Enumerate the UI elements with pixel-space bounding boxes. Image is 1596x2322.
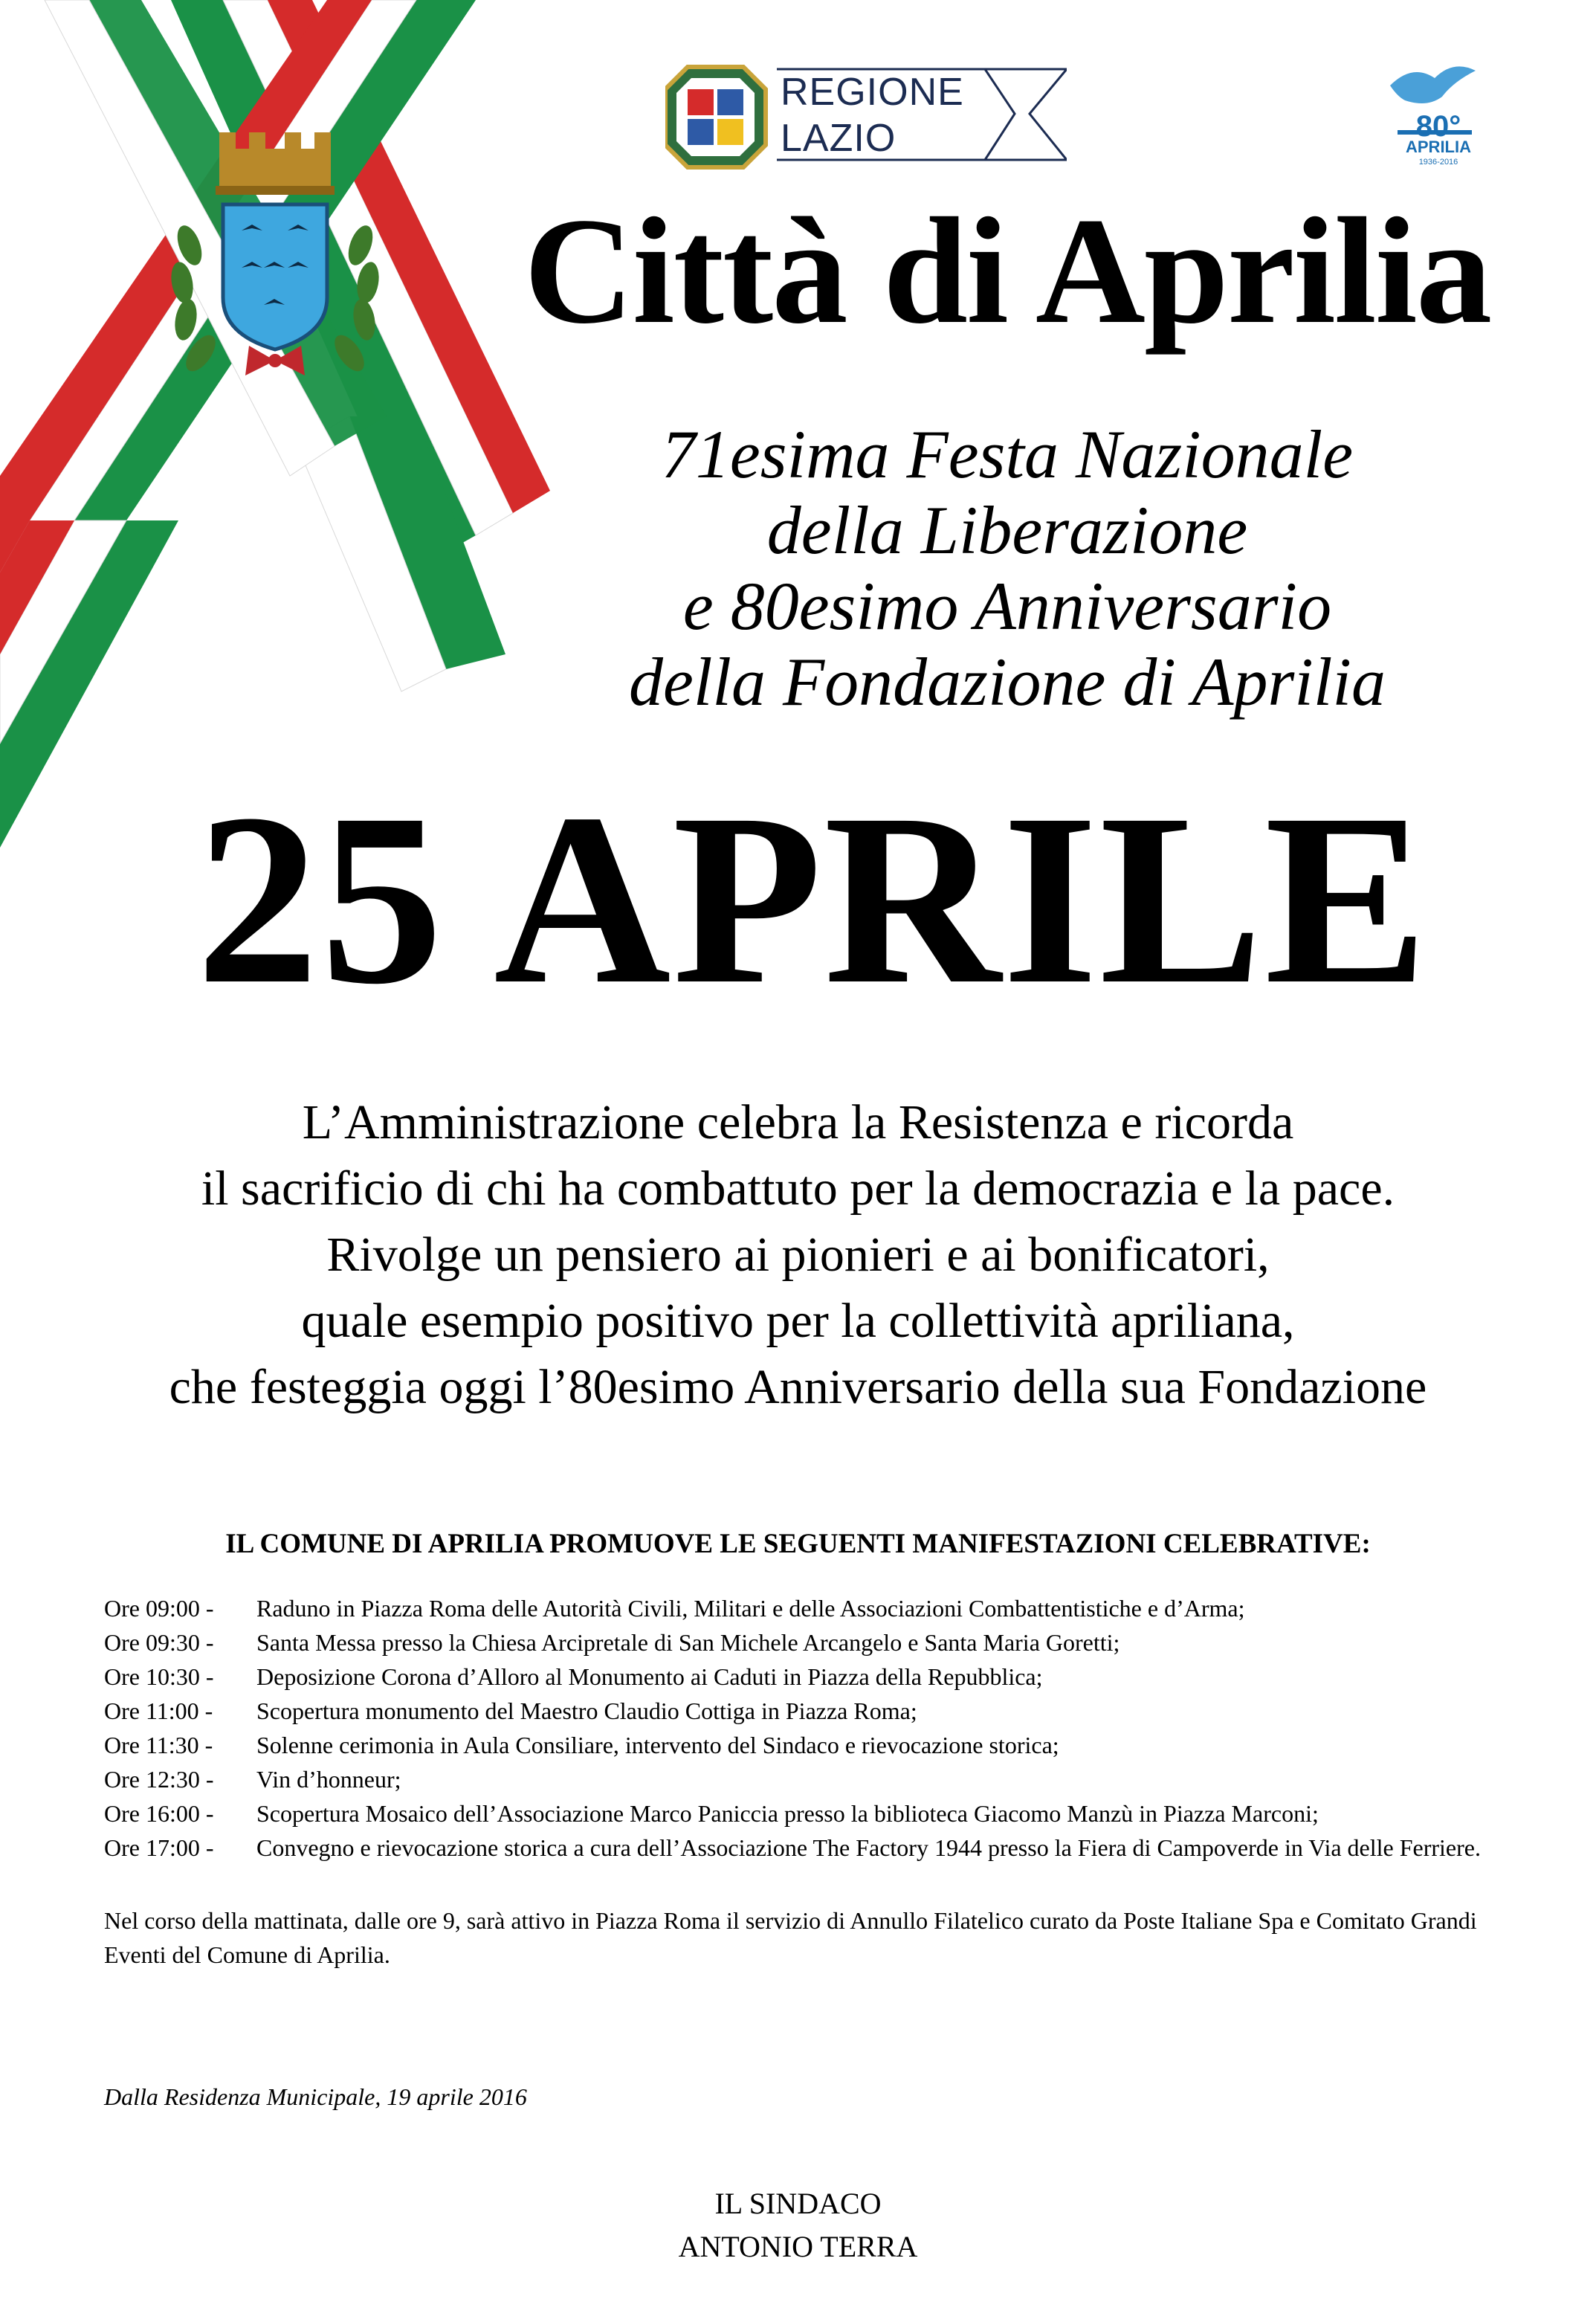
subtitle-line: della Fondazione di Aprilia: [629, 644, 1386, 720]
signoff-date: Dalla Residenza Municipale, 19 aprile 2016: [104, 2083, 527, 2110]
anniversary-city: APRILIA: [1406, 138, 1471, 156]
list-item: [104, 1796, 1554, 1831]
message-line: quale esempio positivo per la collettività apriliana,: [301, 1294, 1295, 1348]
event-time: Ore 11:30 -: [104, 1732, 213, 1758]
list-item: [104, 1694, 1554, 1728]
event-description: Scopertura Mosaico dell’Associazione Marco Paniccia presso la biblioteca Giacomo Manzù in Piazza Marconi;: [256, 1800, 1319, 1827]
message-line: Rivolge un pensiero ai pionieri e ai bonificatori,: [326, 1228, 1270, 1282]
page-title: Città di Aprilia: [523, 187, 1491, 355]
event-time: Ore 09:30 -: [104, 1629, 214, 1656]
event-description: Convegno e rievocazione storica a cura dell’Associazione The Factory 1944 presso la Fiera di Campoverde in Via delle Ferriere.: [256, 1834, 1481, 1861]
signature-role: IL SINDACO: [714, 2187, 882, 2220]
list-item: [104, 1762, 1554, 1796]
anniversary-years: 1936-2016: [1418, 158, 1458, 167]
dove-icon: [1390, 66, 1476, 103]
region-logo-line2: LAZIO: [781, 117, 896, 160]
message-line: che festeggia oggi l’80esimo Anniversario della sua Fondazione: [169, 1360, 1427, 1414]
list-item: [104, 1660, 1554, 1694]
event-description: Raduno in Piazza Roma delle Autorità Civili, Militari e delle Associazioni Combattentistiche e d’Arma;: [256, 1595, 1245, 1622]
event-time: Ore 09:00 -: [104, 1595, 214, 1622]
subtitle-line: 71esima Festa Nazionale: [661, 416, 1354, 492]
event-description: Scopertura monumento del Maestro Claudio Cottiga in Piazza Roma;: [256, 1697, 917, 1724]
event-description: Solenne cerimonia in Aula Consiliare, intervento del Sindaco e rievocazione storica;: [256, 1732, 1059, 1758]
signature-block: [0, 2182, 1596, 2268]
message-line: L’Amministrazione celebra la Resistenza e ricorda: [302, 1095, 1294, 1149]
message-paragraph: [0, 1089, 1596, 1420]
subtitle: [543, 416, 1472, 720]
event-description: Deposizione Corona d’Alloro al Monumento ai Caduti in Piazza della Repubblica;: [256, 1663, 1043, 1690]
shield-icon: [223, 204, 327, 349]
list-item: [104, 1728, 1554, 1762]
message-line: il sacrificio di chi ha combattuto per la democrazia e la pace.: [201, 1161, 1395, 1216]
event-time: Ore 10:30 -: [104, 1663, 214, 1690]
list-item: [104, 1591, 1554, 1625]
list-item: [104, 1831, 1554, 1865]
region-logo-line1: REGIONE: [781, 71, 964, 114]
signature-name: ANTONIO TERRA: [678, 2230, 918, 2263]
event-description: Santa Messa presso la Chiesa Arcipretale di San Michele Arcangelo e Santa Maria Goretti;: [256, 1629, 1120, 1656]
list-item: [104, 1625, 1554, 1660]
event-description: Vin d’honneur;: [256, 1766, 401, 1793]
event-time: Ore 17:00 -: [104, 1834, 214, 1861]
date-heading: 25 APRILE: [196, 764, 1430, 1035]
event-time: Ore 12:30 -: [104, 1766, 214, 1793]
anniversary-number: 80°: [1415, 110, 1461, 143]
program-note: Nel corso della mattinata, dalle ore 9, sarà attivo in Piazza Roma il servizio di Annullo Filatelico curato da Poste Italiane Spa e Comitato Grandi Eventi del Comune di Aprilia.: [104, 1907, 1477, 1968]
event-schedule: [104, 1591, 1554, 1865]
program-heading: IL COMUNE DI APRILIA PROMUOVE LE SEGUENTI MANIFESTAZIONI CELEBRATIVE:: [225, 1529, 1371, 1559]
subtitle-line: della Liberazione: [766, 492, 1248, 568]
event-time: Ore 11:00 -: [104, 1697, 213, 1724]
subtitle-line: e 80esimo Anniversario: [682, 568, 1332, 644]
event-time: Ore 16:00 -: [104, 1800, 214, 1827]
